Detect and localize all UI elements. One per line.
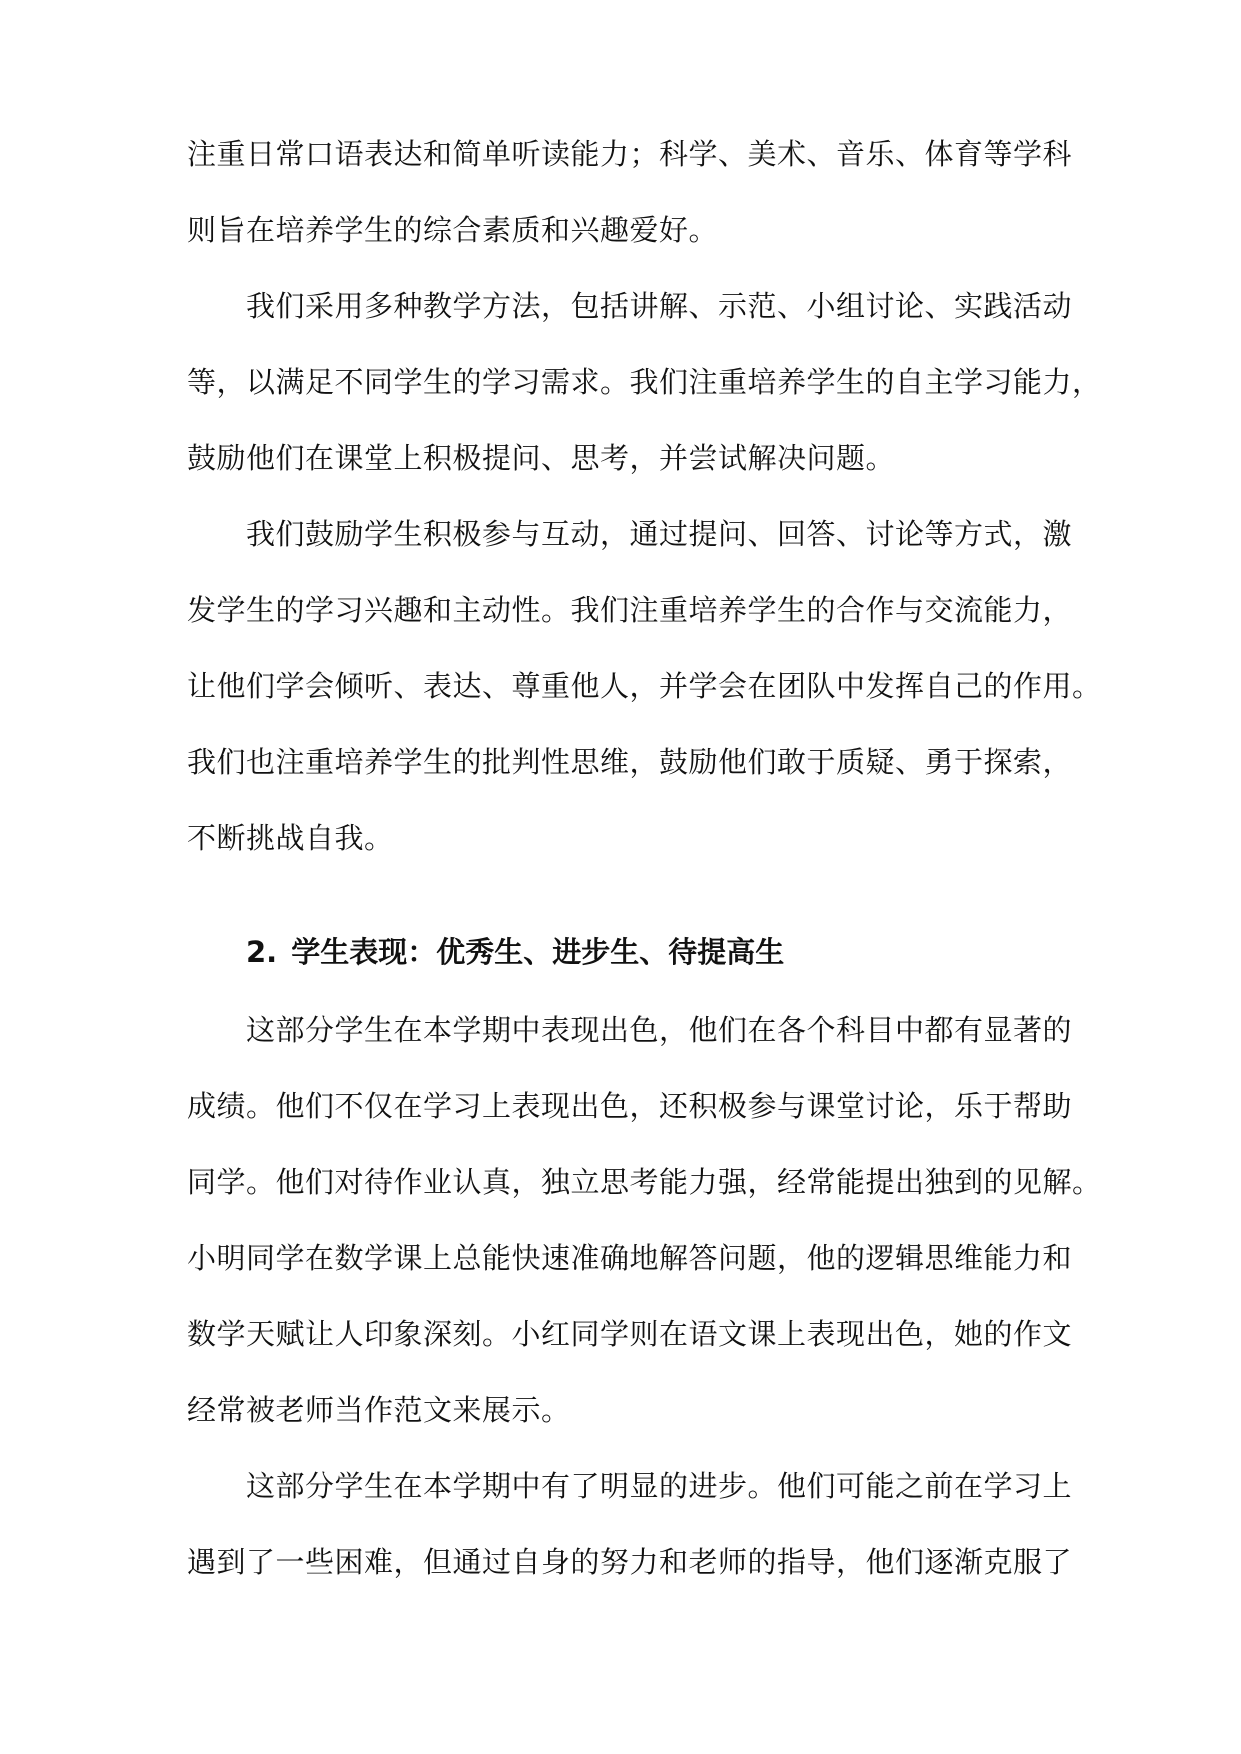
text-line: 我们也注重培养学生的批判性思维，鼓励他们敢于质疑、勇于探索， [187, 745, 1073, 779]
text-line: 小明同学在数学课上总能快速准确地解答问题，他的逻辑思维能力和 [187, 1241, 1073, 1275]
text-line: 不断挑战自我。 [187, 821, 394, 855]
text-line: 鼓励他们在课堂上积极提问、思考，并尝试解决问题。 [187, 441, 896, 475]
text-line: 成绩。他们不仅在学习上表现出色，还积极参与课堂讨论，乐于帮助 [187, 1089, 1073, 1123]
text-line: 则旨在培养学生的综合素质和兴趣爱好。 [187, 213, 719, 247]
section-heading [246, 932, 784, 972]
text-line: 同学。他们对待作业认真，独立思考能力强，经常能提出独到的见解。 [187, 1165, 1102, 1199]
text-line: 让他们学会倾听、表达、尊重他人，并学会在团队中发挥自己的作用。 [187, 669, 1102, 703]
text-line: 等，以满足不同学生的学习需求。我们注重培养学生的自主学习能力， [187, 365, 1102, 399]
text-line: 经常被老师当作范文来展示。 [187, 1393, 571, 1427]
section-number: 2. [246, 935, 278, 969]
text-line: 发学生的学习兴趣和主动性。我们注重培养学生的合作与交流能力， [187, 593, 1073, 627]
text-line: 我们采用多种教学方法，包括讲解、示范、小组讨论、实践活动 [246, 289, 1073, 323]
text-line: 遇到了一些困难，但通过自身的努力和老师的指导，他们逐渐克服了 [187, 1545, 1073, 1579]
text-line: 这部分学生在本学期中表现出色，他们在各个科目中都有显著的 [246, 1013, 1073, 1047]
section-title: 学生表现：优秀生、进步生、待提高生 [291, 935, 785, 969]
text-line: 我们鼓励学生积极参与互动，通过提问、回答、讨论等方式，激 [246, 517, 1073, 551]
text-line: 数学天赋让人印象深刻。小红同学则在语文课上表现出色，她的作文 [187, 1317, 1073, 1351]
text-line: 这部分学生在本学期中有了明显的进步。他们可能之前在学习上 [246, 1469, 1073, 1503]
text-line: 注重日常口语表达和简单听读能力；科学、美术、音乐、体育等学科 [187, 137, 1073, 171]
